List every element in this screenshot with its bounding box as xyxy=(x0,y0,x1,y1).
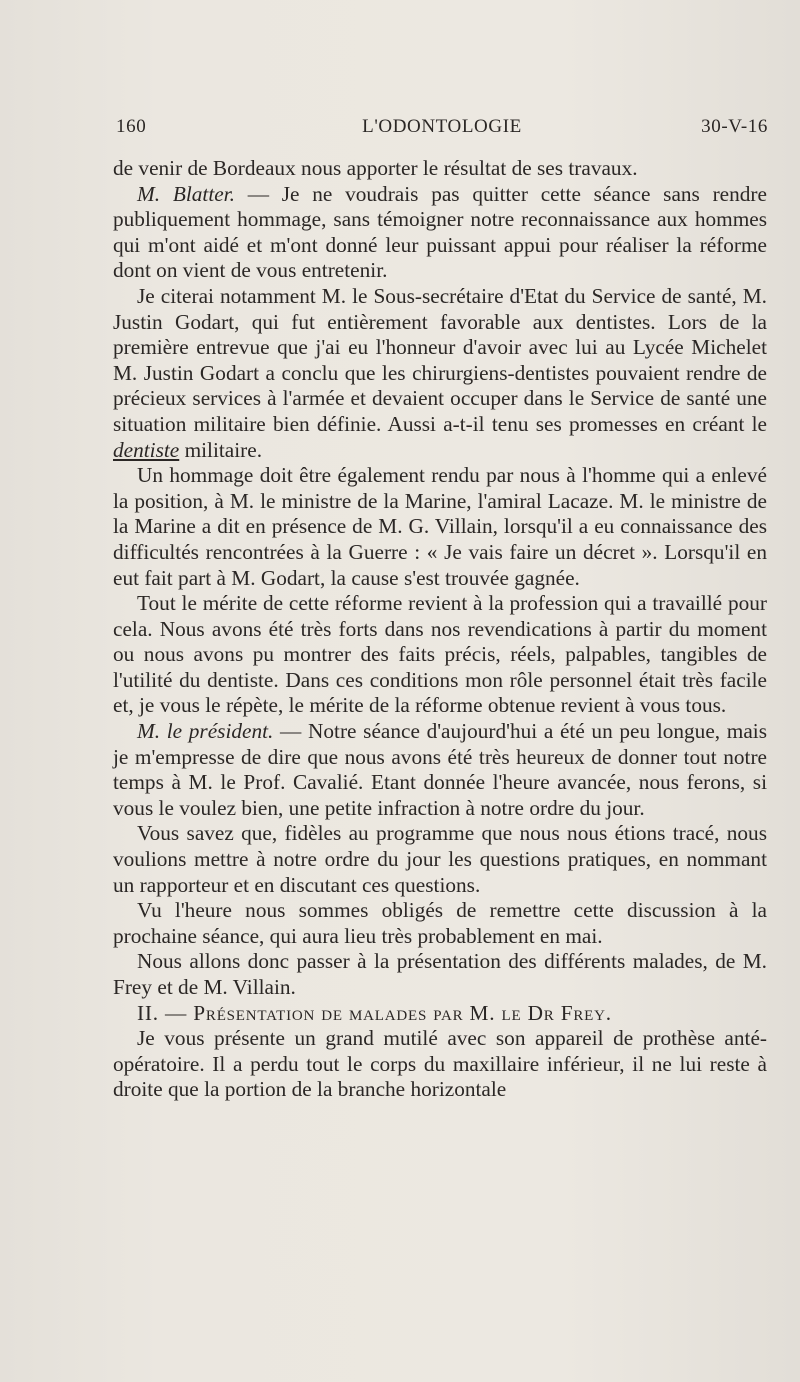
paragraph: Vous savez que, fidèles au programme que nous nous étions tracé, nous voulions mettre à notre ordre du jour les questions pratiques, en nommant un rapporteur et en discutant ces questions. xyxy=(113,821,767,897)
paragraph: Nous allons donc passer à la présentation des différents malades, de M. Frey et de M. Villain. xyxy=(113,949,767,999)
section-heading: II. — Présentation de malades par M. le Dr Frey. xyxy=(137,1000,612,1025)
body-text xyxy=(113,156,767,1103)
page-number: 160 xyxy=(116,116,147,137)
speaker-name: M. Blatter. xyxy=(137,181,235,206)
speaker-name: M. le président. xyxy=(137,719,274,744)
journal-title: L'ODONTOLOGIE xyxy=(362,116,522,137)
paragraph: M. Blatter. — Je ne voudrais pas quitter cette séance sans rendre publiquement hommage, sans témoigner notre reconnaissance aux hommes qui m'ont aidé et m'ont donné leur puissant appui pour réaliser la réforme dont on vient de vous entretenir. xyxy=(113,181,767,283)
paragraph: M. le président. — Notre séance d'aujourd'hui a été un peu longue, mais je m'empresse de dire que nous avons été très heureux de donner tout notre temps à M. le Prof. Cavalié. Etant donnée l'heure avancée, nous ferons, si vous le voulez bien, une petite infraction à notre ordre du jour. xyxy=(113,719,767,820)
underlined-term: dentiste xyxy=(113,437,180,462)
paragraph: Un hommage doit être également rendu par nous à l'homme qui a enlevé la position, à M. le ministre de la Marine, l'amiral Lacaze. M. le ministre de la Marine a dit en présence de M. G. Villain, lorsqu'il a eu connaissance des difficultés rencontrées à la Guerre : « Je vais faire un décret ». Lorsqu'il en eut fait part à M. Godart, la cause s'est trouvée gagnée. xyxy=(113,463,767,590)
issue-date: 30-V-16 xyxy=(701,116,768,137)
paragraph: Tout le mérite de cette réforme revient à la profession qui a travaillé pour cela. Nous avons été très forts dans nos revendications à partir du moment ou nous avons pu montrer des faits précis, réels, palpables, tangibles de l'utilité du dentiste. Dans ces conditions mon rôle personnel était très facile et, je vous le répète, le mérite de la réforme obtenue revient à vous tous. xyxy=(113,591,767,718)
paragraph: de venir de Bordeaux nous apporter le résultat de ses travaux. xyxy=(113,156,638,180)
running-header xyxy=(116,116,768,148)
paragraph: Je vous présente un grand mutilé avec son appareil de prothèse anté-opératoire. Il a perdu tout le corps du maxillaire inférieur, il ne lui reste à droite que la portion de la branche horizontale xyxy=(113,1026,767,1102)
paragraph: Je citerai notamment M. le Sous-secrétaire d'Etat du Service de santé, M. Justin Godart, qui fut entièrement favorable aux dentistes. Lors de la première entrevue que j'ai eu l'honneur d'avoir avec lui au Lycée Michelet M. Justin Godart a conclu que les chirurgiens-dentistes pouvaient rendre de précieux services à l'armée et devaient occuper dans le Service de santé une situation militaire bien définie. Aussi a-t-il tenu ses promesses en créant le dentiste militaire. xyxy=(113,283,767,462)
paragraph: Vu l'heure nous sommes obligés de remettre cette discussion à la prochaine séance, qui aura lieu très probablement en mai. xyxy=(113,898,767,948)
